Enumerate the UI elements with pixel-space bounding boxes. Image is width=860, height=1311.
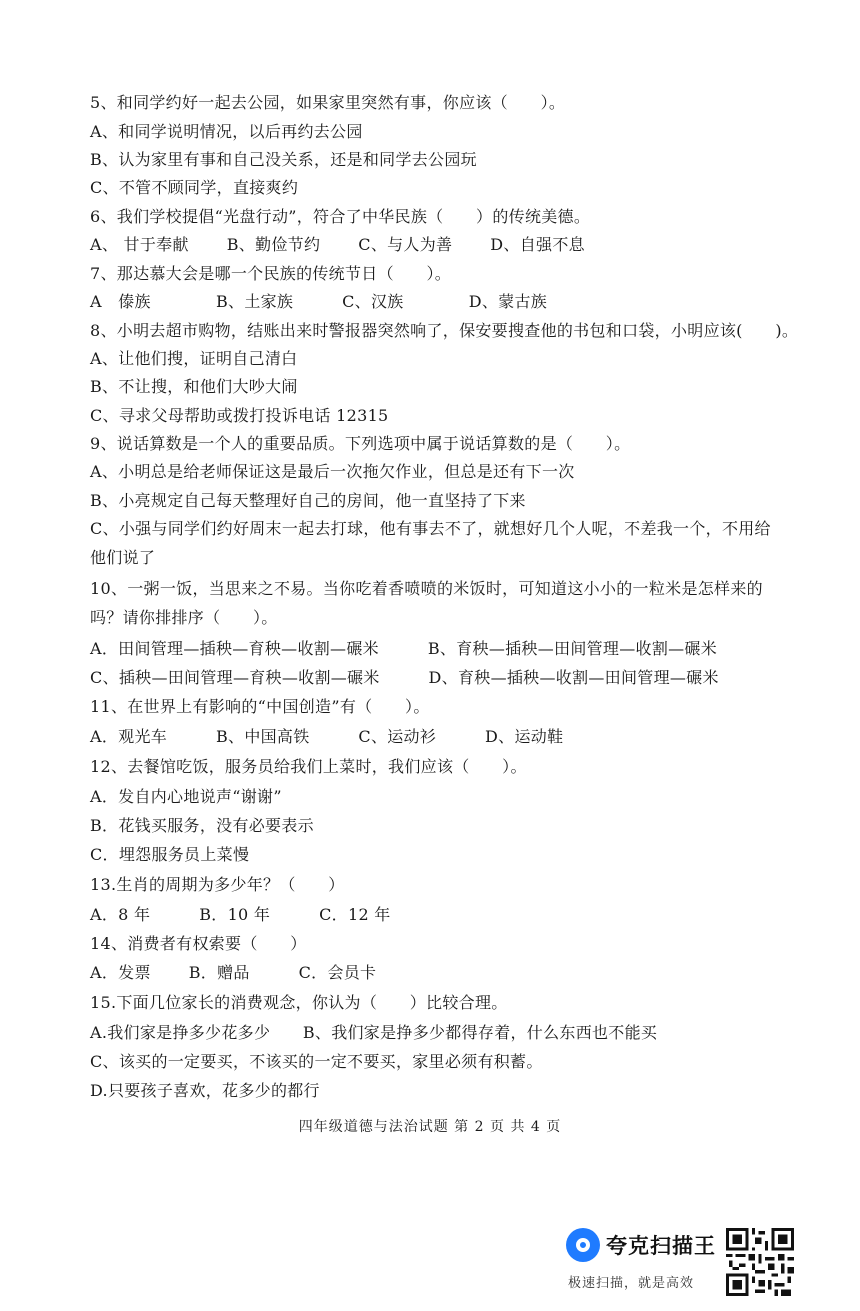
question-line: C、小强与同学们约好周末一起去打球，他有事去不了，就想好几个人呢，不差我一个，不用给 (90, 519, 771, 538)
question-line: 11、在世界上有影响的“中国创造”有（ ）。 (90, 697, 430, 716)
question-line: 15.下面几位家长的消费观念，你认为（ ）比较合理。 (90, 993, 508, 1012)
question-line: D.只要孩子喜欢，花多少的都行 (90, 1081, 320, 1100)
question-line: A、和同学说明情况，以后再约去公园 (90, 122, 363, 141)
question-line: 8、小明去超市购物，结账出来时警报器突然响了，保安要搜查他的书包和口袋，小明应该( )。 (90, 321, 799, 340)
question-line: C、插秧—田间管理—育秧—收割—碾米 D、育秧—插秧—收割—田间管理—碾米 (90, 668, 719, 687)
question-line: 吗？请你排排序（ ）。 (90, 608, 278, 627)
question-line: A．发自内心地说声“谢谢” (90, 787, 282, 806)
question-line: 5、和同学约好一起去公园，如果家里突然有事，你应该（ ）。 (90, 93, 566, 112)
question-line: A 傣族 B、土家族 C、汉族 D、蒙古族 (90, 292, 548, 311)
qr-code-icon (726, 1228, 794, 1296)
question-line: C、不管不顾同学，直接爽约 (90, 178, 299, 197)
question-line: 13.生肖的周期为多少年？（ ） (90, 875, 345, 894)
question-line: A.我们家是挣多少花多少 B、我们家是挣多少都得存着，什么东西也不能买 (90, 1023, 658, 1042)
question-line: 14、消费者有权索要（ ） (90, 934, 307, 953)
page-footer: 四年级道德与法治试题 第 2 页 共 4 页 (298, 1119, 562, 1135)
question-line: B、认为家里有事和自己没关系，还是和同学去公园玩 (90, 150, 477, 169)
question-line: C、该买的一定要买，不该买的一定不要买，家里必须有积蓄。 (90, 1052, 543, 1071)
question-line: A．发票 B．赠品 C．会员卡 (90, 963, 377, 982)
question-line: B、小亮规定自己每天整理好自己的房间，他一直坚持了下来 (90, 491, 526, 510)
question-line: A．田间管理—插秧—育秧—收割—碾米 B、育秧—插秧—田间管理—收割—碾米 (90, 639, 718, 658)
question-line: 9、说话算数是一个人的重要品质。下列选项中属于说话算数的是（ ）。 (90, 434, 631, 453)
question-line: 7、那达慕大会是哪一个民族的传统节日（ ）。 (90, 264, 452, 283)
question-line: A、小明总是给老师保证这是最后一次拖欠作业，但总是还有下一次 (90, 462, 575, 481)
question-line: A、让他们搜，证明自己清白 (90, 349, 298, 368)
question-line: 12、去餐馆吃饭，服务员给我们上菜时，我们应该（ ）。 (90, 757, 527, 776)
question-line: C、寻求父母帮助或拨打投诉电话 12315 (90, 406, 389, 425)
quark-logo-icon (566, 1228, 600, 1262)
question-line: B、不让搜，和他们大吵大闹 (90, 377, 298, 396)
brand-slogan: 极速扫描，就是高效 (568, 1276, 695, 1291)
scanner-watermark (566, 1228, 726, 1298)
question-line: C．埋怨服务员上菜慢 (90, 845, 250, 864)
question-line: B．花钱买服务，没有必要表示 (90, 816, 314, 835)
question-line: A．8 年 B．10 年 C．12 年 (90, 905, 391, 924)
question-line: A．观光车 B、中国高铁 C、运动衫 D、运动鞋 (90, 727, 564, 746)
question-line: 10、一粥一饭，当思来之不易。当你吃着香喷喷的米饭时，可知道这小小的一粒米是怎样来的 (90, 579, 763, 598)
question-line: 6、我们学校提倡“光盘行动”，符合了中华民族（ ）的传统美德。 (90, 207, 591, 226)
question-line: A、 甘于奉献 B、勤俭节约 C、与人为善 D、自强不息 (90, 235, 585, 254)
question-line: 他们说了 (90, 548, 156, 567)
brand-name: 夸克扫描王 (606, 1234, 716, 1258)
